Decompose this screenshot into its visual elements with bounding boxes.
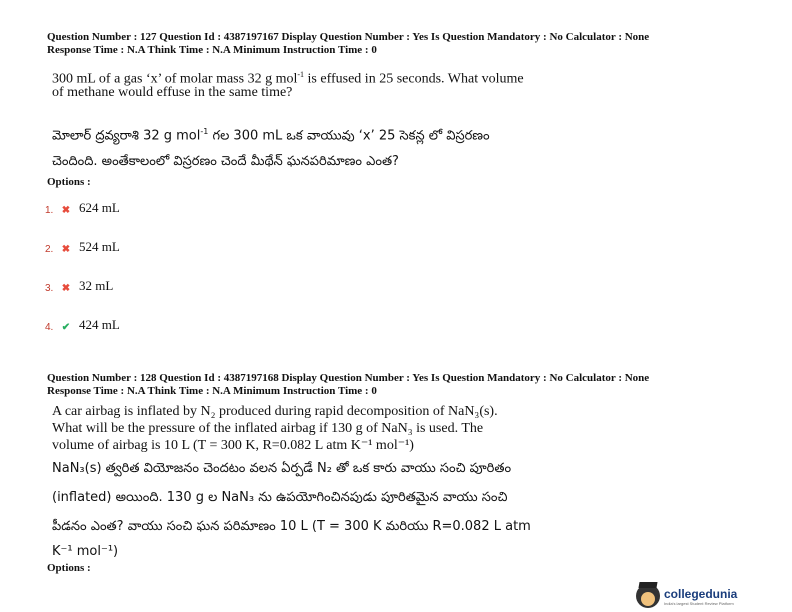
q128-question-line3: volume of airbag is 10 L (T = 300 K, R=0.082 L atm K⁻¹ mol⁻¹) xyxy=(52,438,414,453)
option-number: 3. xyxy=(45,283,54,294)
option-number: 4. xyxy=(45,322,54,333)
q127-telugu-line1-b: గల 300 mL ఒక వాయువు ‘x’ 25 సెకన్ల లో విస్రరణం xyxy=(208,128,490,144)
q128-meta-line2: Response Time : N.A Think Time : N.A Minimum Instruction Time : 0 xyxy=(47,385,377,397)
option-text: 32 mL xyxy=(79,278,114,293)
option-number: 2. xyxy=(45,244,54,255)
q128-telugu-line3: పీడనం ఎంత? వాయు సంచి ఘన పరిమాణం 10 L (T = 300 K మరియు R=0.082 L atm xyxy=(52,519,531,534)
q127-telugu-line1 xyxy=(52,123,490,145)
q128-telugu-line1: NaN₃(s) త్వరిత వియోజనం చెందటం వలన ఏర్పడే N₂ తో ఒక కారు వాయు సంచి పూరితం xyxy=(52,461,512,476)
q127-question-line1-sup: -1 xyxy=(297,70,305,79)
q127-meta-line1: Question Number : 127 Question Id : 4387197167 Display Question Number : Yes Is Question Mandatory : No Calculator : None xyxy=(47,31,650,43)
option-number: 1. xyxy=(45,205,54,216)
correct-check-icon: ✔ xyxy=(61,322,71,333)
wrong-mark-icon: ✖ xyxy=(61,205,71,216)
q127-telugu-line1-a: మోలార్ ద్రవ్యరాశి 32 g mol xyxy=(52,128,201,144)
logo-name: collegedunia xyxy=(664,586,738,601)
q127-option-4[interactable] xyxy=(45,313,120,333)
q128-options-label: Options : xyxy=(47,562,91,574)
q127-option-1[interactable] xyxy=(45,196,120,216)
q128-telugu-line4: K⁻¹ mol⁻¹) xyxy=(52,544,119,559)
q128-question-line1: A car airbag is inflated by N₂ produced during rapid decomposition of NaN₃(s). xyxy=(52,404,498,419)
q127-option-3[interactable] xyxy=(45,274,113,294)
q127-options-label: Options : xyxy=(47,176,91,188)
q128-meta-line1: Question Number : 128 Question Id : 4387197168 Display Question Number : Yes Is Question Mandatory : No Calculator : None xyxy=(47,372,650,384)
option-text: 524 mL xyxy=(79,239,120,254)
logo-tagline: India's largest Student Review Platform xyxy=(664,600,734,606)
q127-meta-line2: Response Time : N.A Think Time : N.A Minimum Instruction Time : 0 xyxy=(47,44,377,56)
graduate-mascot-icon xyxy=(636,584,660,608)
wrong-mark-icon: ✖ xyxy=(61,283,71,294)
q128-telugu-line2: (inflated) అయింది. 130 g ల NaN₃ ను ఉపయోగించినపుడు పూరితమైన వాయు సంచి xyxy=(52,490,508,505)
q127-telugu-line1-sup: -1 xyxy=(200,127,209,136)
option-text: 424 mL xyxy=(79,317,120,332)
q127-option-2[interactable] xyxy=(45,235,120,255)
wrong-mark-icon: ✖ xyxy=(61,244,71,255)
option-text: 624 mL xyxy=(79,200,120,215)
q127-question-line2: of methane would effuse in the same time? xyxy=(52,85,293,100)
q127-telugu-line2: చెందింది. అంతేకాలంలో విస్రరణం చెందే మీథేన్ ఘనపరిమాణం ఎంత? xyxy=(52,154,399,169)
q127-question-line1-a: 300 mL of a gas ‘x’ of molar mass 32 g mol xyxy=(52,71,298,87)
q128-question-line2: What will be the pressure of the inflated airbag if 130 g of NaN₃ is used. The xyxy=(52,421,484,436)
collegedunia-logo xyxy=(636,584,737,608)
q127-question-line1-b: is effused in 25 seconds. What volume xyxy=(304,71,524,87)
